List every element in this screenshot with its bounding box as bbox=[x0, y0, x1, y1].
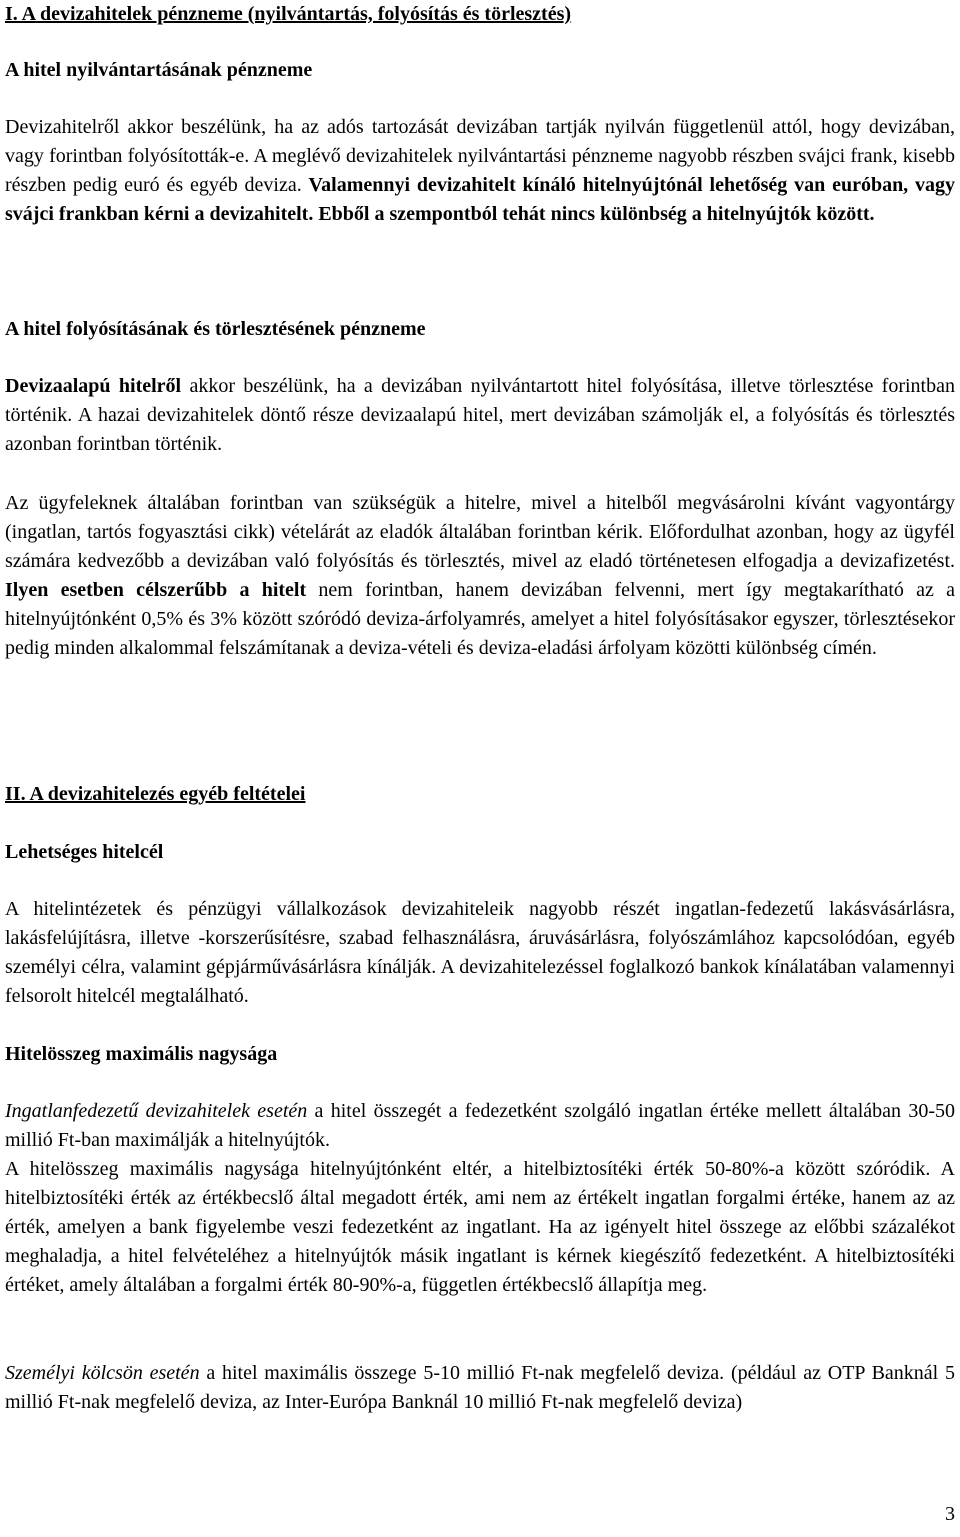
paragraph-italic-term: Személyi kölcsön esetén bbox=[5, 1362, 200, 1384]
page-number: 3 bbox=[945, 1503, 955, 1525]
paragraph-italic-term: Ingatlanfedezetű devizahitelek esetén bbox=[5, 1100, 308, 1122]
paragraph-customer-needs bbox=[5, 489, 955, 663]
paragraph-text: akkor beszélünk, ha a devizában nyilvántartott hitel folyósítása, illetve törlesztése forintban történik. A hazai devizahitelek döntő része devizaalapú hitel, mert devizában számolják el, a folyósítás és törlesztés azonban forintban történik. bbox=[5, 375, 955, 455]
paragraph-bold-term: Devizaalapú hitelről bbox=[5, 375, 182, 397]
paragraph-loan-purpose: A hitelintézetek és pénzügyi vállalkozások devizahiteleik nagyobb részét ingatlan-fedezetű lakásvásárlásra, lakásfelújításra, illetve -korszerűsítésre, szabad felhasználásra, áruvásárlásra, folyószámlához kapcsolódóan, egyéb személyi célra, valamint gépjárművásárlásra kínálják. A devizahitelezéssel foglalkozó bankok kínálatában valamennyi felsorolt hitelcél megtalálható. bbox=[5, 898, 955, 1007]
subheading-max-loan-amount: Hitelösszeg maximális nagysága bbox=[5, 1043, 278, 1065]
subheading-loan-purpose: Lehetséges hitelcél bbox=[5, 841, 164, 863]
paragraph-text: Devizahitelről akkor beszélünk, ha az adós tartozását devizában tartják nyilván függetlenül attól, hogy devizában, vagy forintban folyósították-e. A meglévő devizahitelek nyilvántartási pénzneme nagyobb részben svájci frank, kisebb részben pedig euró és egyéb deviza. bbox=[5, 116, 955, 196]
subheading-loan-registry-currency: A hitel nyilvántartásának pénzneme bbox=[5, 59, 313, 81]
paragraph-personal-loan bbox=[5, 1359, 955, 1417]
paragraph-text-rest: nem forintban, hanem devizában felvenni, mert így megtakarítható az a hitelnyújtónként 0,5% és 3% között szóródó deviza-árfolyamrés, amelyet a hitel folyósításakor egyszer, törlesztésekor pedig minden alkalommal felszámítanak a deviza-vételi és deviza-eladási árfolyam közötti különbség címén. bbox=[5, 579, 956, 659]
paragraph-bold-text: Valamennyi devizahitelt kínáló hitelnyújtónál lehetőség van euróban, vagy svájci frankban kérni a devizahitelt. Ebből a szempontból tehát nincs különbség a hitelnyújtók között. bbox=[5, 174, 956, 225]
section-1-heading: I. A devizahitelek pénzneme (nyilvántartás, folyósítás és törlesztés) bbox=[5, 3, 572, 25]
paragraph-devizahitel-definition bbox=[5, 113, 955, 229]
paragraph-text: a hitel összegét a fedezetként szolgáló ingatlan értéke mellett általában 30-50 millió Ft-ban maximálják a hitelnyújtók. bbox=[5, 1100, 956, 1151]
section-2-heading: II. A devizahitelezés egyéb feltételei bbox=[5, 783, 306, 805]
paragraph-collateral-value: A hitelösszeg maximális nagysága hitelnyújtónként eltér, a hitelbiztosítéki érték 50-80%-a között szóródik. A hitelbiztosítéki érték az értékbecslő által megadott érték, ami nem az értékelt ingatlan forgalmi értéke, hanem az az érték, amelyen a bank figyelembe veszi fedezetként az ingatlant. Ha az igényelt hitel összege az előbbi százalékot meghaladja, a hitel felvételéhez a hitelnyújtók másik ingatlant is kérnek kiegészítő fedezetként. A hitelbiztosítéki értéket, amely általában a forgalmi érték 80-90%-a, független értékbecslő állapítja meg. bbox=[5, 1158, 955, 1296]
paragraph-real-estate-loans bbox=[5, 1097, 955, 1155]
paragraph-bold-text: Ilyen esetben célszerűbb a hitelt bbox=[5, 579, 307, 601]
paragraph-devizaalapu-definition bbox=[5, 372, 955, 459]
paragraph-text: a hitel maximális összege 5-10 millió Ft-nak megfelelő deviza. (például az OTP Banknál 5 millió Ft-nak megfelelő deviza, az Inter-Európa Banknál 10 millió Ft-nak megfelelő deviza) bbox=[5, 1362, 955, 1413]
subheading-disbursement-currency: A hitel folyósításának és törlesztésének pénzneme bbox=[5, 318, 426, 340]
paragraph-text: Az ügyfeleknek általában forintban van szükségük a hitelre, mivel a hitelből megvásárolni kívánt vagyontárgy (ingatlan, tartós fogyasztási cikk) vételárát az eladók általában forintban kérik. Előfordulhat azonban, hogy az ügyfél számára kedvezőbb a devizában való folyósítás és törlesztés, mivel az eladó történetesen elfogadja a devizafizetést. bbox=[5, 492, 955, 572]
